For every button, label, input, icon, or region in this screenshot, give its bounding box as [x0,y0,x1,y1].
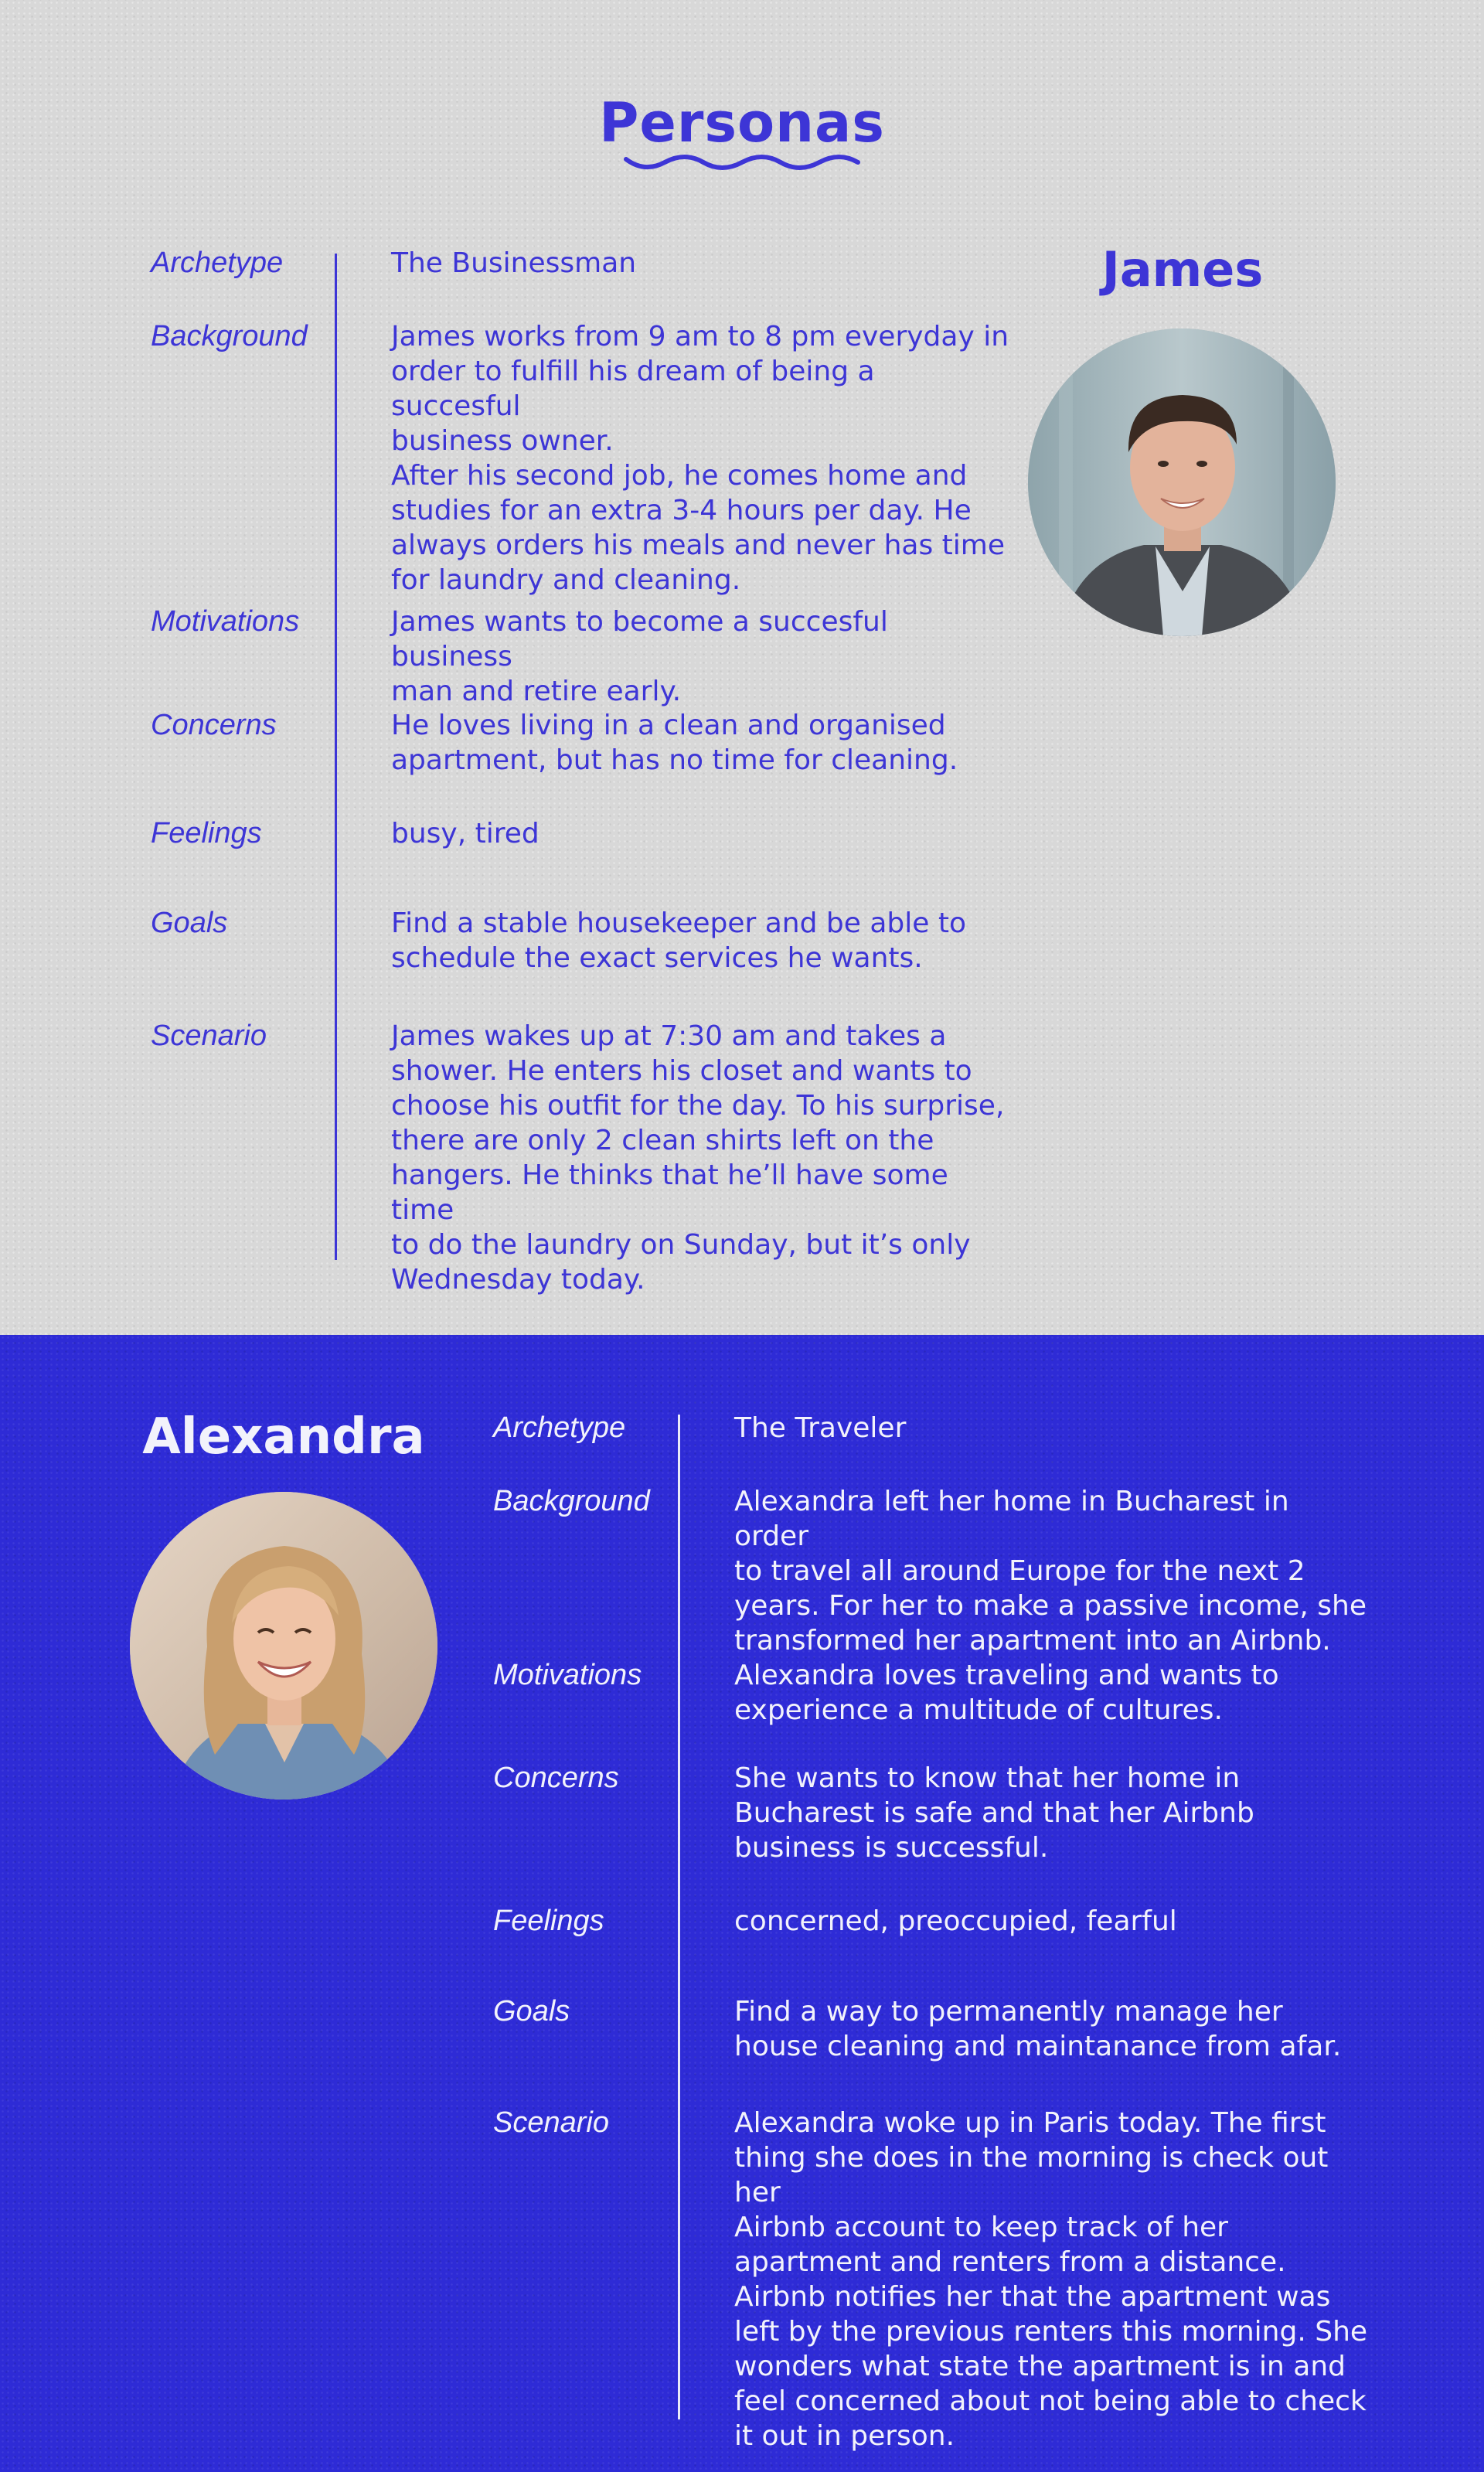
alexandra-value-feelings: concerned, preoccupied, fearful [734,1905,1177,1937]
james-label-goals: Goals [151,907,228,939]
alexandra-label-scenario: Scenario [493,2106,609,2139]
james-table-divider [335,254,337,1260]
alexandra-value-scenario: Alexandra woke up in Paris today. The first thing she does in the morning is check out her Airbnb account to keep track of her apartment and renters from a distance. Airbnb notifies her that the apartment was left by the previous renters this morning. She wonders what state the apartment is in and feel concerned about not being able to check it out in person. [734,2107,1368,2452]
alexandra-table-divider [678,1415,680,2419]
title-wave-underline [623,148,861,176]
persona-name-james: James [1101,241,1264,298]
alexandra-label-motivations: Motivations [493,1659,642,1691]
alexandra-value-archetype: The Traveler [734,1412,907,1444]
page-title: Personas [599,91,885,155]
james-label-background: Background [151,320,308,352]
james-label-concerns: Concerns [151,709,277,741]
alexandra-value-motivations: Alexandra loves traveling and wants to experience a multitude of cultures. [734,1660,1279,1726]
alexandra-value-goals: Find a way to permanently manage her house cleaning and maintanance from afar. [734,1996,1342,2062]
alexandra-label-feelings: Feelings [493,1905,604,1937]
james-value-background: James works from 9 am to 8 pm everyday in order to fulfill his dream of being a succesful business owner. After his second job, he comes home and studies for an extra 3-4 hours per day. He always orders his meals and never has time for laundry and cleaning. [391,321,1009,596]
james-value-feelings: busy, tired [391,818,539,850]
alexandra-label-background: Background [493,1485,650,1517]
james-value-concerns: He loves living in a clean and organised apartment, but has no time for cleaning. [391,710,958,776]
alexandra-label-archetype: Archetype [493,1411,626,1444]
james-label-feelings: Feelings [151,817,262,850]
james-photo [1028,329,1336,636]
james-value-scenario: James wakes up at 7:30 am and takes a shower. He enters his closet and wants to choose his outfit for the day. To his surprise, there are only 2 clean shirts left on the hangers. He thinks that he’ll have some time to do the laundry on Sunday, but it’s only Wednesday today. [391,1020,1005,1296]
james-value-goals: Find a stable housekeeper and be able to schedule the exact services he wants. [391,907,967,974]
woman-portrait-icon [130,1492,437,1800]
james-label-motivations: Motivations [151,605,300,638]
james-value-motivations: James wants to become a succesful business man and retire early. [391,606,888,707]
man-portrait-icon [1028,329,1336,636]
alexandra-value-background: Alexandra left her home in Bucharest in order to travel all around Europe for the next 2 years. For her to make a passive income, she transformed her apartment into an Airbnb. [734,1486,1367,1657]
james-label-scenario: Scenario [151,1020,267,1052]
james-label-archetype: Archetype [151,247,284,279]
alexandra-value-concerns: She wants to know that her home in Bucharest is safe and that her Airbnb business is successful. [734,1762,1254,1864]
alexandra-label-concerns: Concerns [493,1762,619,1794]
persona-name-alexandra: Alexandra [142,1408,425,1466]
alexandra-label-goals: Goals [493,1995,570,2028]
james-value-archetype: The Businessman [391,247,637,279]
alexandra-photo [130,1492,437,1800]
